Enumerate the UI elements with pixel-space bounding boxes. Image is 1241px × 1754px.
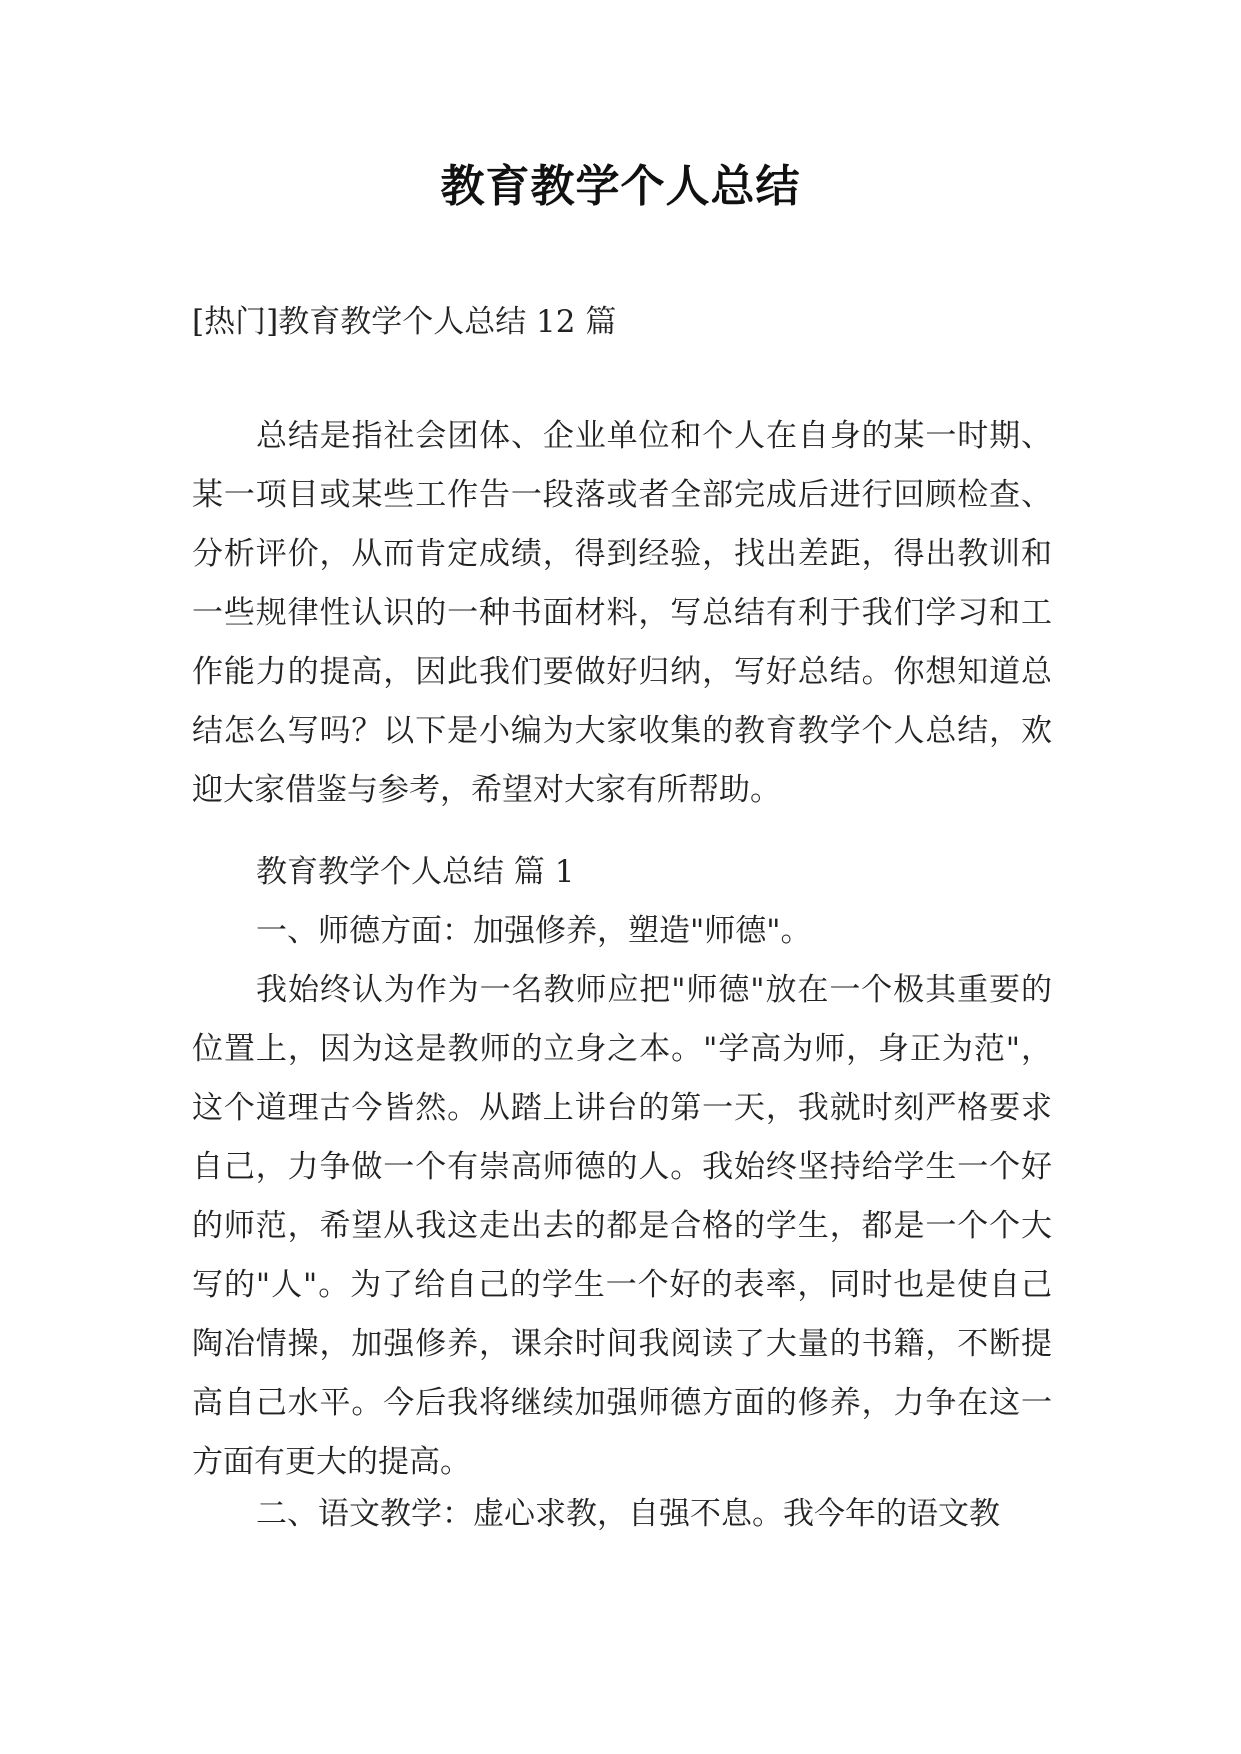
- intro-paragraph: 总结是指社会团体、企业单位和个人在自身的某一时期、某一项目或某些工作告一段落或者全部完成后进行回顾检查、分析评价，从而肯定成绩，得到经验，找出差距，得出教训和一些规律性认识的一种书面材料，写总结有利于我们学习和工作能力的提高，因此我们要做好归纳，写好总结。你想知道总结怎么写吗？以下是小编为大家收集的教育教学个人总结，欢迎大家借鉴与参考，希望对大家有所帮助。: [192, 418, 1052, 808]
- document-subtitle: [热门]教育教学个人总结 12 篇: [192, 304, 617, 340]
- section1-title: 一、师德方面：加强修养，塑造"师德"。: [256, 913, 812, 949]
- document-title: 教育教学个人总结: [440, 161, 801, 212]
- article-heading: 教育教学个人总结 篇 1: [256, 854, 575, 890]
- section2-start: 二、语文教学：虚心求教，自强不息。我今年的语文教: [256, 1496, 1000, 1532]
- section1-body: 我始终认为作为一名教师应把"师德"放在一个极其重要的位置上，因为这是教师的立身之本。"学高为师，身正为范"，这个道理古今皆然。从踏上讲台的第一天，我就时刻严格要求自己，力争做一个有崇高师德的人。我始终坚持给学生一个好的师范，希望从我这走出去的都是合格的学生，都是一个个大写的"人"。为了给自己的学生一个好的表率，同时也是使自己陶冶情操，加强修养，课余时间我阅读了大量的书籍，不断提高自己水平。今后我将继续加强师德方面的修养，力争在这一方面有更大的提高。: [192, 972, 1052, 1480]
